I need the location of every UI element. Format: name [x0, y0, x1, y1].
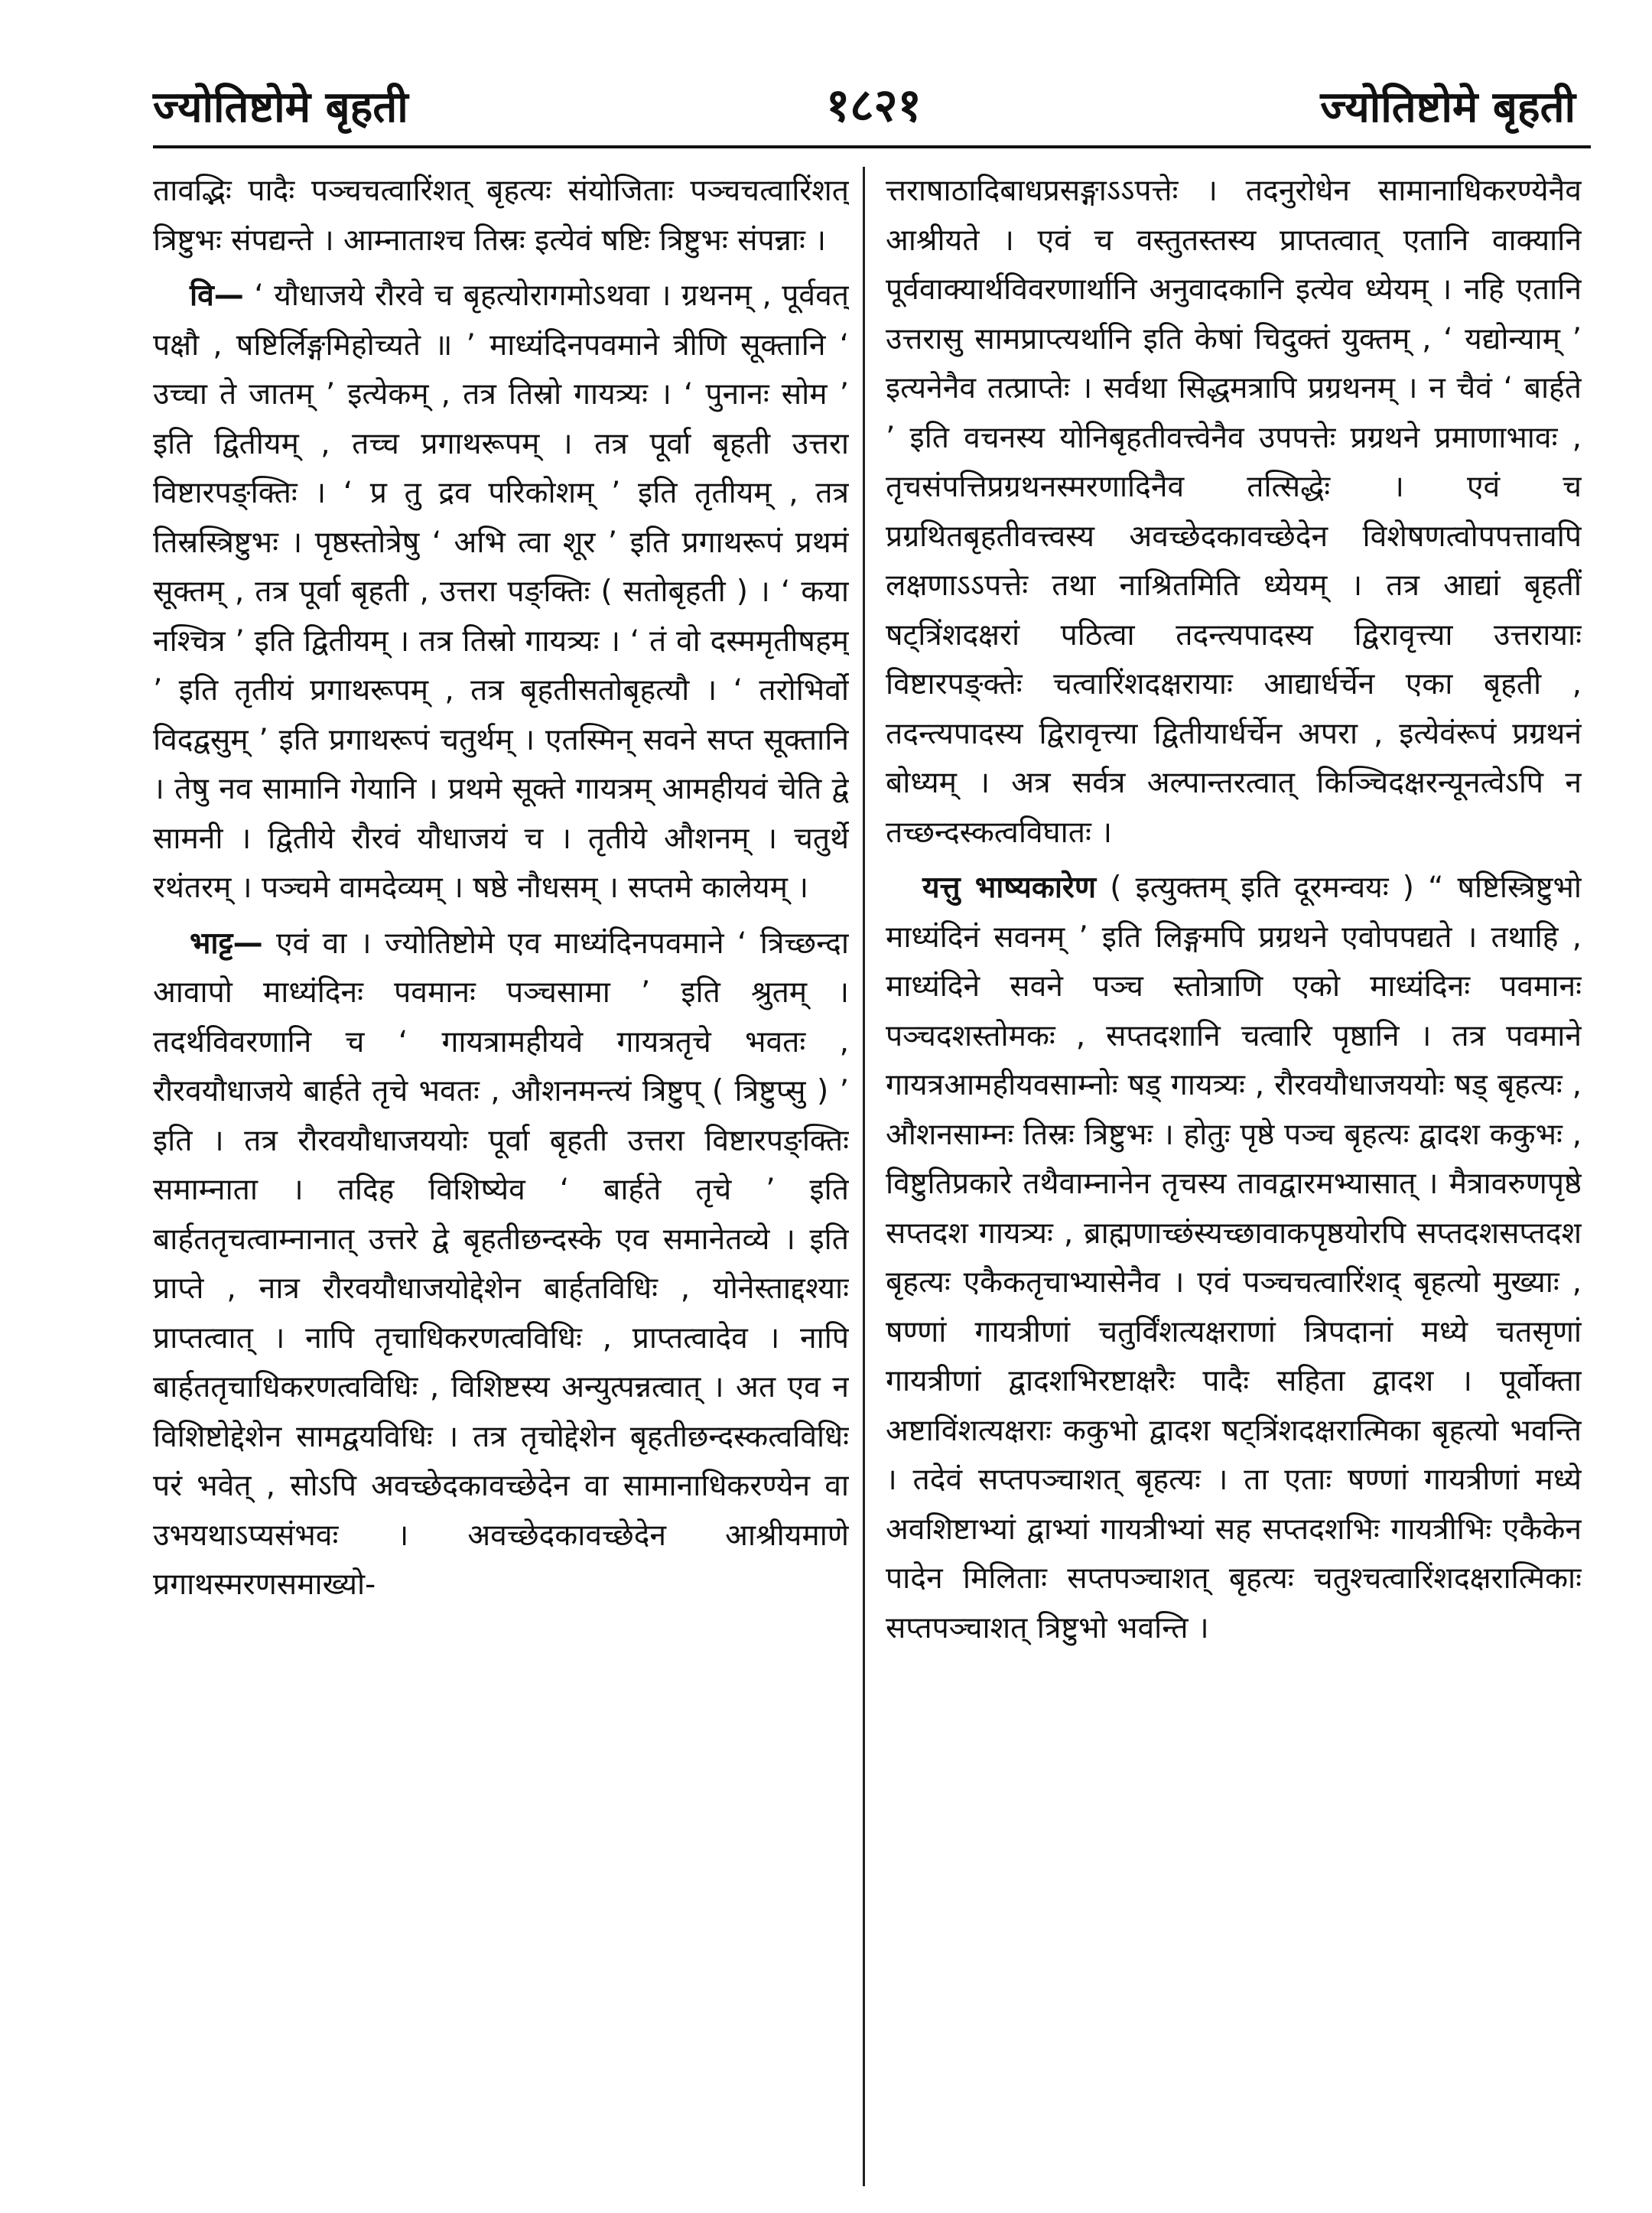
- section-label-bhashyakara: यत्तु भाष्यकारेण: [922, 871, 1097, 905]
- left-paragraph-1: तावद्भिः पादैः पञ्चचत्वारिंशत् बृहत्यः संयोजिताः पञ्चचत्वारिंशत् त्रिष्टुभः संपद्यन्ते । आम्नाताश्च तिस्रः इत्येवं षष्टिः त्रिष्टुभः संपन्नाः ।: [153, 174, 849, 258]
- running-title-left: ज्योतिष्टोमे बृहती: [153, 83, 408, 132]
- running-title-right: ज्योतिष्टोमे बृहती: [1320, 83, 1576, 132]
- left-column: [153, 167, 849, 2186]
- right-paragraph-2: [886, 864, 1582, 1653]
- header-rule: [153, 145, 1591, 148]
- page-header: [153, 61, 1591, 145]
- left-paragraph-3: [153, 919, 849, 1610]
- column-divider: [863, 167, 865, 2186]
- right-paragraph-2-text: ( इत्युक्तम् इति दूरमन्वयः ) “ षष्टिस्त्रिष्टुभो माध्यंदिनं सवनम् ’ इति लिङ्गमपि प्रग्रथने एवोपपद्यते । तथाहि , माध्यंदिने सवने पञ्च स्तोत्राणि एको माध्यंदिनः पवमानः पञ्चदशस्तोमकः , सप्तदशानि चत्वारि पृष्ठानि । तत्र पवमाने गायत्रआमहीयवसाम्नोः षड् गायत्र्यः , रौरवयौधाजययोः षड् बृहत्यः , औशनसाम्नः तिस्रः त्रिष्टुभः । होतुः पृष्ठे पञ्च बृहत्यः द्वादश ककुभः , विष्टुतिप्रकारे तथैवाम्नानेन तृचस्य तावद्वारमभ्यासात् । मैत्रावरुणपृष्ठे सप्तदश गायत्र्यः , ब्राह्मणाच्छंस्यच्छावाकपृष्ठयोरपि सप्तदशसप्तदश बृहत्यः एकैकतृचाभ्यासेनैव । एवं पञ्चचत्वारिंशद् बृहत्यो मुख्याः , षण्णां गायत्रीणां चतुर्विंशत्यक्षराणां त्रिपदानां मध्ये चतसृणां गायत्रीणां द्वादशभिरष्टाक्षरैः पादैः सहिता द्वादश । पूर्वोक्ता अष्टाविंशत्यक्षराः ककुभो द्वादश षट्त्रिंशदक्षरात्मिका बृहत्यो भवन्ति । तदेवं सप्तपञ्चाशत् बृहत्यः । ता एताः षण्णां गायत्रीणां मध्ये अवशिष्टाभ्यां द्वाभ्यां गायत्रीभ्यां सह सप्तदशभिः गायत्रीभिः एकैकेन पादेन मिलिताः सप्तपञ्चाशत् बृहत्यः चतुश्चत्वारिंशदक्षरात्मिकाः सप्तपञ्चाशत् त्रिष्टुभो भवन्ति ।: [886, 871, 1582, 1645]
- left-paragraph-2-text: ‘ यौधाजये रौरवे च बृहत्योरागमोऽथवा । ग्रथनम् , पूर्ववत् पक्षौ , षष्टिर्लिङ्गमिहोच्यते ॥ ’ माध्यंदिनपवमाने त्रीणि सूक्तानि ‘ उच्चा ते जातम् ’ इत्येकम् , तत्र तिस्रो गायत्र्यः । ‘ पुनानः सोम ’ इति द्वितीयम् , तच्च प्रगाथरूपम् । तत्र पूर्वा बृहती उत्तरा विष्टारपङ्क्तिः । ‘ प्र तु द्रव परिकोशम् ’ इति तृतीयम् , तत्र तिस्रस्त्रिष्टुभः । पृष्ठस्तोत्रेषु ‘ अभि त्वा शूर ’ इति प्रगाथरूपं प्रथमं सूक्तम् , तत्र पूर्वा बृहती , उत्तरा पङ्क्तिः ( सतोबृहती ) । ‘ कया नश्चित्र ’ इति द्वितीयम् । तत्र तिस्रो गायत्र्यः । ‘ तं वो दस्ममृतीषहम् ’ इति तृतीयं प्रगाथरूपम् , तत्र बृहतीसतोबृहत्यौ । ‘ तरोभिर्वो विदद्वसुम् ’ इति प्रगाथरूपं चतुर्थम् । एतस्मिन् सवने सप्त सूक्तानि । तेषु नव सामानि गेयानि । प्रथमे सूक्ते गायत्रम् आमहीयवं चेति द्वे सामनी । द्वितीये रौरवं यौधाजयं च । तृतीये औशनम् । चतुर्थे रथंतरम् । पञ्चमे वामदेव्यम् । षष्ठे नौधसम् । सप्तमे कालेयम् ।: [153, 278, 849, 905]
- right-column: [886, 167, 1582, 2186]
- section-label-vi: वि—: [190, 278, 244, 313]
- page-number: १८२१: [826, 79, 922, 132]
- left-paragraph-2: [153, 272, 849, 913]
- left-paragraph-3-text: एवं वा । ज्योतिष्टोमे एव माध्यंदिनपवमाने ‘ त्रिच्छन्दा आवापो माध्यंदिनः पवमानः पञ्चसामा ’ इति श्रुतम् । तदर्थविवरणानि च ‘ गायत्रामहीयवे गायत्रतृचे भवतः , रौरवयौधाजये बार्हते तृचे भवतः , औशनमन्त्यं त्रिष्टुप् ( त्रिष्टुप्सु ) ’ इति । तत्र रौरवयौधाजययोः पूर्वा बृहती उत्तरा विष्टारपङ्क्तिः समाम्नाता । तदिह विशिष्येव ‘ बार्हते तृचे ’ इति बार्हततृचत्वाम्नानात् उत्तरे द्वे बृहतीछन्दस्के एव समानेतव्ये । इति प्राप्ते , नात्र रौरवयौधाजयोद्देशेन बार्हतविधिः , योनेस्ताद्दश्याः प्राप्तत्वात् । नापि तृचाधिकरणत्वविधिः , प्राप्तत्वादेव । नापि बार्हततृचाधिकरणत्वविधिः , विशिष्टस्य अन्युत्पन्नत्वात् । अत एव न विशिष्टोद्देशेन सामद्वयविधिः । तत्र तृचोद्देशेन बृहतीछन्दस्कत्वविधिः परं भवेत् , सोऽपि अवच्छेदकावच्छेदेन वा सामानाधिकरण्येन वा उभयथाऽप्यसंभवः । अवच्छेदकावच्छेदेन आश्रीयमाणे प्रगाथस्मरणसमाख्यो-: [153, 926, 849, 1602]
- section-label-bhatta: भाट्ट—: [190, 926, 263, 961]
- right-paragraph-1: त्तराषाठादिबाधप्रसङ्गाऽऽपत्तेः । तदनुरोधेन सामानाधिकरण्येनैव आश्रीयते । एवं च वस्तुतस्तस्य प्राप्तत्वात् एतानि वाक्यानि पूर्ववाक्यार्थविवरणार्थानि अनुवादकानि इत्येव ध्येयम् । नहि एतानि उत्तरासु सामप्राप्त्यर्थानि इति केषां चिदुक्तं युक्तम् , ‘ यद्योन्याम् ’ इत्यनेनैव तत्प्राप्तेः । सर्वथा सिद्धमत्रापि प्रग्रथनम् । न चैवं ‘ बार्हते ’ इति वचनस्य योनिबृहतीवत्त्वेनैव उपपत्तेः प्रग्रथने प्रमाणाभावः , तृचसंपत्तिप्रग्रथनस्मरणादिनैव तत्सिद्धेः । एवं च प्रग्रथितबृहतीवत्त्वस्य अवच्छेदकावच्छेदेन विशेषणत्वोपपत्तावपि लक्षणाऽऽपत्तेः तथा नाश्रितमिति ध्येयम् । तत्र आद्यां बृहतीं षट्त्रिंशदक्षरां पठित्वा तदन्त्यपादस्य द्विरावृत्त्या उत्तरायाः विष्टारपङ्क्तेः चत्वारिंशदक्षरायाः आद्यार्धर्चेन एका बृहती , तदन्त्यपादस्य द्विरावृत्त्या द्वितीयार्धर्चेन अपरा , इत्येवंरूपं प्रग्रथनं बोध्यम् । अत्र सर्वत्र अल्पान्तरत्वात् किञ्चिदक्षरन्यूनत्वेऽपि न तच्छन्दस्कत्वविघातः ।: [886, 174, 1582, 850]
